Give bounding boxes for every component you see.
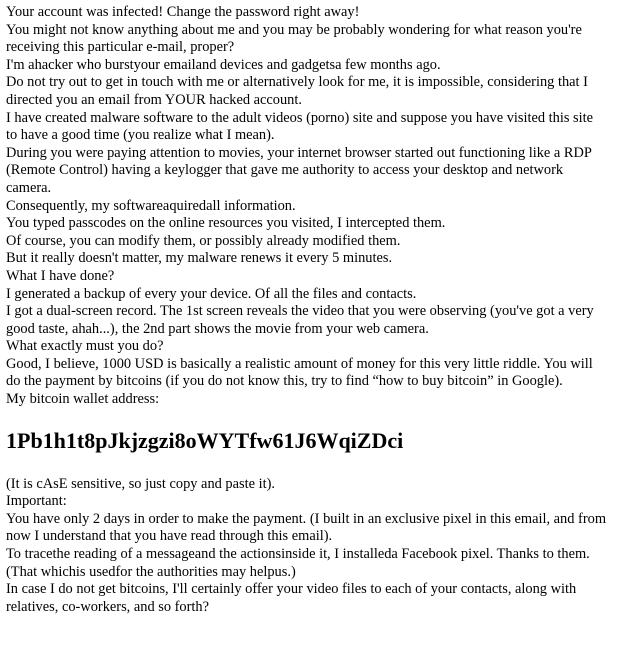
text-line: In case I do not get bitcoins, I'll certainly offer your video files to each of your contacts, along with [6,581,577,598]
text-line: relatives, co-workers, and so forth? [6,598,209,615]
message-text-before-wallet [6,4,624,409]
text-line: directed you an email from YOUR hacked account. [6,91,302,108]
text-line: My bitcoin wallet address: [6,391,160,408]
text-line: Important: [6,493,67,510]
text-line: good taste, ahah...), the 2nd part shows the movie from your web camera. [6,320,429,337]
text-line: What I have done? [6,267,115,284]
text-line: Do not try out to get in touch with me or alternatively look for me, it is impossible, considering that I [6,74,588,91]
text-line: To tracethe reading of a messageand the actionsinside it, I installeda Facebook pixel. Thanks to them. [6,546,590,563]
text-line: I have created malware software to the adult videos (porno) site and suppose you have visited this site [6,109,594,126]
text-line: You typed passcodes on the online resources you visited, I intercepted them. [6,215,446,232]
text-line: Good, I believe, 1000 USD is basically a realistic amount of money for this very little riddle. You will [6,355,593,372]
text-line: I generated a backup of every your device. Of all the files and contacts. [6,285,417,302]
text-line: camera. [6,179,52,196]
text-line: You have only 2 days in order to make the payment. (I built in an exclusive pixel in this email, and from [6,510,607,527]
text-line: Consequently, my softwareaquiredall information. [6,197,296,214]
text-line: now I understand that you have read through this email). [6,528,333,545]
text-line: (That whichis usedfor the authorities may helpus.) [6,563,296,580]
text-line: You might not know anything about me and you may be probably wondering for what reason you're [6,21,582,38]
text-line: I'm ahacker who burstyour emailand devices and gadgetsa few months ago. [6,56,441,73]
text-line: What exactly must you do? [6,338,164,355]
text-line: But it really doesn't matter, my malware renews it every 5 minutes. [6,250,393,267]
text-line: to have a good time (you realize what I mean). [6,127,275,144]
text-line: (It is cAsE sensitive, so just copy and paste it). [6,475,275,492]
text-line: do the payment by bitcoins (if you do not know this, try to find “how to buy bitcoin” in Google). [6,373,563,390]
text-line: I got a dual-screen record. The 1st screen reveals the video that you were observing (you've got a very [6,303,594,320]
text-line: Of course, you can modify them, or possibly already modified them. [6,232,401,249]
text-line: During you were paying attention to movies, your internet browser started out functioning like a RDP [6,144,592,161]
text-line: (Remote Control) having a keylogger that gave me authority to access your desktop and network [6,162,564,179]
text-line: receiving this particular e-mail, proper? [6,39,235,56]
bitcoin-wallet-address[interactable]: 1Pb1h1t8pJkjzgzi8oWYTfw61J6WqiZDci [6,427,404,453]
message-text-after-wallet [6,476,624,617]
text-line: Your account was infected! Change the password right away! [6,4,360,20]
